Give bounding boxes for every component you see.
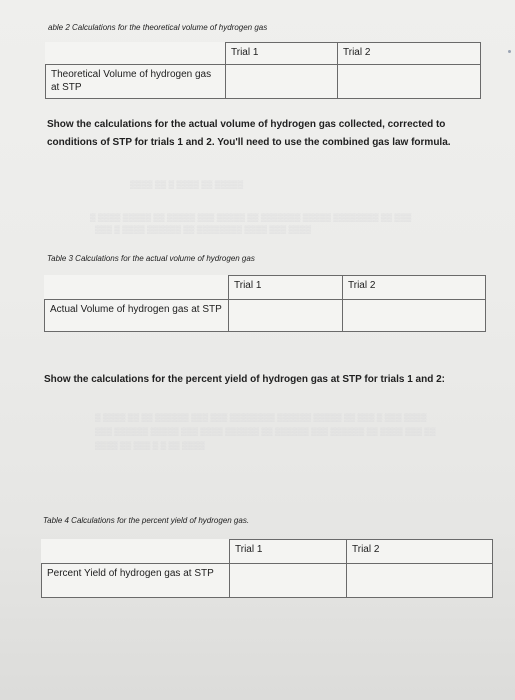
instruction-actual-volume: Show the calculations for the actual volume of hydrogen gas collected, corrected to conditions of STP for trials 1 and 2. You'll need to use the combined gas law formula.	[47, 119, 451, 148]
table2-caption: able 2 Calculations for the theoretical volume of hydrogen gas	[48, 23, 268, 32]
table4-row-label: Percent Yield of hydrogen gas at STP	[42, 564, 230, 598]
bleed-through-text: ▒ ▒▒▒▒ ▒▒ ▒▒ ▒▒▒▒▒▒ ▒▒▒ ▒▒▒ ▒▒▒▒▒▒▒▒ ▒▒▒▒▒▒ ▒▒▒▒▒ ▒▒ ▒▒▒ ▒ ▒▒▒ ▒▒▒▒	[95, 413, 427, 422]
table3-header-trial2: Trial 2	[343, 276, 486, 300]
table4-caption: Table 4 Calculations for the percent yield of hydrogen gas.	[43, 516, 250, 525]
table3-caption: Table 3 Calculations for the actual volume of hydrogen gas	[47, 254, 255, 263]
table2-row-label: Theoretical Volume of hydrogen gas at STP	[46, 65, 226, 99]
bleed-through-text: ▒▒▒▒ ▒▒ ▒▒▒ ▒ ▒ ▒▒ ▒▒▒▒	[95, 441, 205, 450]
table2-cell-trial2[interactable]	[338, 65, 481, 99]
table2-header-trial1: Trial 1	[226, 43, 338, 65]
table3-header-trial1: Trial 1	[229, 276, 343, 300]
table2-header-trial2: Trial 2	[338, 43, 481, 65]
table4-header-trial2: Trial 2	[347, 540, 493, 564]
bleed-through-text: ▒▒▒ ▒ ▒▒▒▒ ▒▒▒▒▒▒ ▒▒ ▒▒▒▒▒▒▒▒ ▒▒▒▒ ▒▒▒ ▒▒▒▒	[95, 225, 312, 234]
table2-corner	[46, 43, 226, 65]
instruction-percent-yield: Show the calculations for the percent yield of hydrogen gas at STP for trials 1 and 2:	[44, 374, 446, 385]
table2	[45, 42, 481, 99]
table3-corner	[45, 276, 229, 300]
table4-cell-trial2[interactable]	[347, 564, 493, 598]
table4-cell-trial1[interactable]	[230, 564, 347, 598]
table3	[44, 275, 486, 332]
bleed-through-text: ▒▒▒▒ ▒▒ ▒ ▒▒▒▒ ▒▒ ▒▒▒▒▒	[130, 180, 244, 189]
table2-cell-trial1[interactable]	[226, 65, 338, 99]
table4	[41, 539, 493, 598]
table3-cell-trial1[interactable]	[229, 300, 343, 332]
margin-dot	[508, 50, 511, 53]
table3-cell-trial2[interactable]	[343, 300, 486, 332]
bleed-through-text: ▒▒▒ ▒▒▒▒▒▒ ▒▒▒▒▒ ▒▒▒ ▒▒▒▒ ▒▒▒▒▒▒ ▒▒ ▒▒▒▒▒▒ ▒▒▒ ▒▒▒▒▒▒ ▒▒ ▒▒▒▒ ▒▒▒ ▒▒	[95, 427, 436, 436]
table4-corner	[42, 540, 230, 564]
table3-row-label: Actual Volume of hydrogen gas at STP	[45, 300, 229, 332]
table4-header-trial1: Trial 1	[230, 540, 347, 564]
bleed-through-text: ▒ ▒▒▒▒ ▒▒▒▒▒ ▒▒ ▒▒▒▒▒ ▒▒▒ ▒▒▒▒▒ ▒▒ ▒▒▒▒▒▒▒ ▒▒▒▒▒ ▒▒▒▒▒▒▒▒ ▒▒ ▒▒▒	[90, 213, 412, 222]
